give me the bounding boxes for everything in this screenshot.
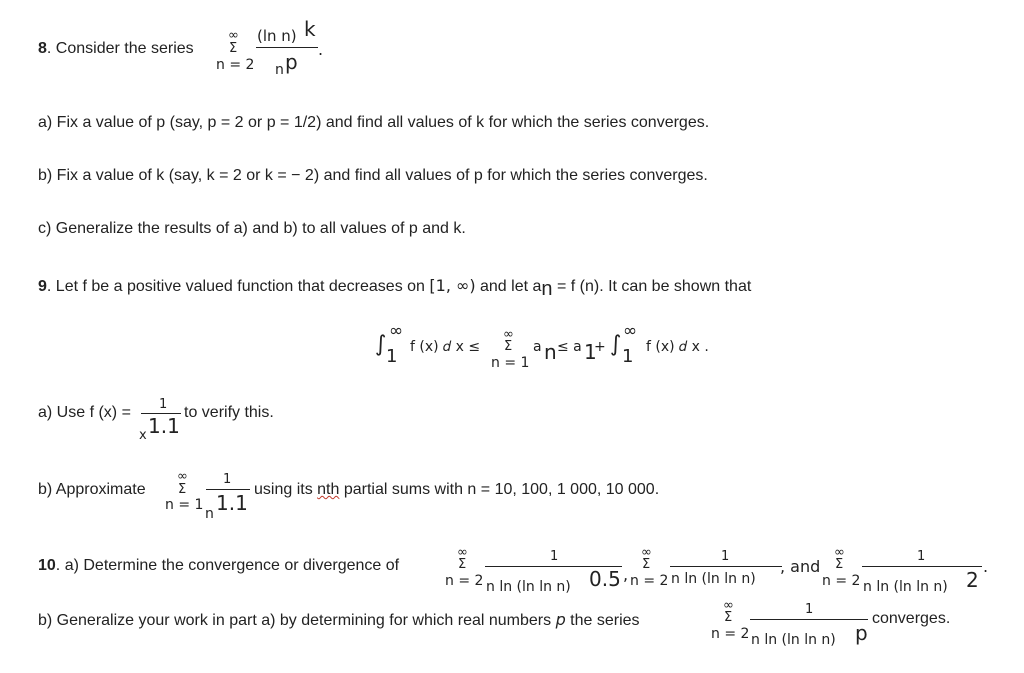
q9-sum-lower: n = 1 — [491, 355, 530, 371]
q9-int-upper: ∞ — [389, 321, 404, 341]
q10-s3-den: n ln (ln ln n) — [863, 579, 948, 595]
q10-intro-line — [38, 557, 399, 575]
q10-s1-lower: n = 2 — [445, 573, 484, 589]
q9-term: a — [533, 339, 542, 355]
q10-b-sum-upper: ∞ — [723, 598, 734, 613]
q10-s3-num: 1 — [917, 549, 926, 564]
q8-sum-lower: n = 2 — [216, 57, 255, 73]
q10-b-sum-symbol: Σ — [724, 610, 733, 625]
q8-trail: . — [318, 40, 324, 59]
q8-fraction-bar — [256, 47, 318, 48]
q10-b-sum-lower: n = 2 — [711, 626, 750, 642]
q10-s1-den-exp: 0.5 — [589, 567, 621, 591]
q10-period: . — [983, 557, 989, 576]
q9-number: 9 — [38, 278, 47, 295]
q10-b-den: n ln (ln ln n) — [751, 632, 836, 648]
q10-s2-num: 1 — [721, 549, 730, 564]
q9-plus: + — [594, 339, 606, 355]
q9-sum-upper: ∞ — [503, 327, 514, 342]
q9-le: ≤ a — [557, 339, 582, 355]
q9-sum-symbol: Σ — [504, 339, 513, 354]
q10-s3-den-exp: 2 — [966, 568, 979, 592]
q9-b-nth: nth — [317, 481, 340, 498]
q9-a1-sub: 1 — [584, 340, 597, 364]
q8-part-b: b) Fix a value of k (say, k = 2 or k = − 2) and find all values of p for which the series converges. — [38, 167, 708, 184]
q10-b-line — [38, 610, 640, 630]
q8-intro: . Consider the series — [46, 40, 194, 57]
integral-sign-icon: ∫ — [375, 332, 387, 357]
q10-s3-lower: n = 2 — [822, 573, 861, 589]
q9-int2-lower: 1 — [622, 346, 634, 367]
q10-b-prefix: b) Generalize your work in part a) by determining for which real numbers — [38, 612, 552, 629]
q10-s3-symbol: Σ — [835, 557, 844, 572]
q10-number: 10 — [38, 557, 56, 574]
q10-s3-upper: ∞ — [834, 545, 845, 560]
q9-b-sum-lower: n = 1 — [165, 497, 204, 513]
q8-denominator-exp: p — [285, 50, 298, 74]
q9-a-den-exp: 1.1 — [148, 414, 180, 438]
q10-s2-upper: ∞ — [641, 545, 652, 560]
q9-b-den-exp: 1.1 — [216, 491, 248, 515]
q9-b-sum-symbol: Σ — [178, 482, 187, 497]
q9-intro-line — [38, 274, 752, 300]
q10-b-p: p — [555, 610, 566, 629]
q8-numerator-exp: k — [304, 17, 316, 41]
q9-a-num: 1 — [159, 397, 168, 412]
q10-s2-fraction-bar — [670, 566, 782, 567]
q8-part-c: c) Generalize the results of a) and b) to all values of p and k. — [38, 220, 466, 237]
q10-s2-den: n ln (ln ln n) — [671, 571, 756, 587]
q9-b-prefix: b) Approximate — [38, 481, 146, 498]
q8-intro-line — [38, 40, 194, 58]
q9-b-rest — [254, 481, 659, 499]
q9-an-sub: n — [541, 278, 553, 300]
q9-b-mid: using its — [254, 481, 318, 498]
q10-and: , and — [780, 557, 821, 576]
q9-and-let: and let a — [475, 278, 542, 295]
q9-integrand: f (x) 𝑑 x ≤ — [410, 339, 481, 355]
q10-s3-fraction-bar — [862, 566, 982, 567]
q8-denominator-base: n — [275, 62, 284, 78]
q9-term-sub: n — [544, 340, 557, 364]
q10-b-suffix: converges. — [872, 610, 951, 627]
q10-s2-lower: n = 2 — [630, 573, 669, 589]
q8-number: 8 — [38, 40, 47, 57]
q10-s2-symbol: Σ — [642, 557, 651, 572]
q9-a-den-base: x — [139, 428, 147, 443]
q10-s1-den: n ln (ln ln n) — [486, 579, 571, 595]
q9-intro: . Let f be a positive valued function that decreases on — [46, 278, 425, 295]
q9-b-suffix: partial sums with n = 10, 100, 1 000, 10 000. — [339, 481, 660, 498]
q8-numerator: (ln n) — [257, 27, 297, 45]
q10-s1-symbol: Σ — [458, 557, 467, 572]
q9-int2-upper: ∞ — [623, 321, 638, 341]
q9-integrand2: f (x) 𝑑 x . — [646, 339, 709, 355]
q9-a-prefix: a) Use f (x) = — [38, 404, 131, 421]
q9-b-den-base: n — [205, 506, 214, 522]
q10-s1-upper: ∞ — [457, 545, 468, 560]
q8-sum-upper: ∞ — [228, 28, 239, 43]
q10-b-the-series: the series — [570, 612, 640, 629]
q10-comma1: , — [623, 565, 629, 584]
q10-b-num: 1 — [805, 602, 814, 617]
q10-a-intro: . a) Determine the convergence or divergence of — [55, 557, 400, 574]
q10-b-fraction-bar — [750, 619, 868, 620]
q10-s1-num: 1 — [550, 549, 559, 564]
q9-interval: [1, ∞) — [429, 276, 476, 295]
q9-b-fraction-bar — [206, 489, 250, 490]
q10-b-den-exp: p — [855, 621, 868, 645]
q9-b-num: 1 — [223, 472, 232, 487]
integral-sign-icon: ∫ — [610, 332, 622, 357]
q9-an-def: = f (n). It can be shown that — [552, 278, 752, 295]
q9-a-suffix: to verify this. — [184, 404, 274, 421]
q9-b-sum-upper: ∞ — [177, 469, 188, 484]
q8-part-a: a) Fix a value of p (say, p = 2 or p = 1/2) and find all values of k for which the series converges. — [38, 114, 710, 131]
q8-sum-symbol: Σ — [229, 41, 238, 56]
q9-int-lower: 1 — [386, 346, 398, 367]
